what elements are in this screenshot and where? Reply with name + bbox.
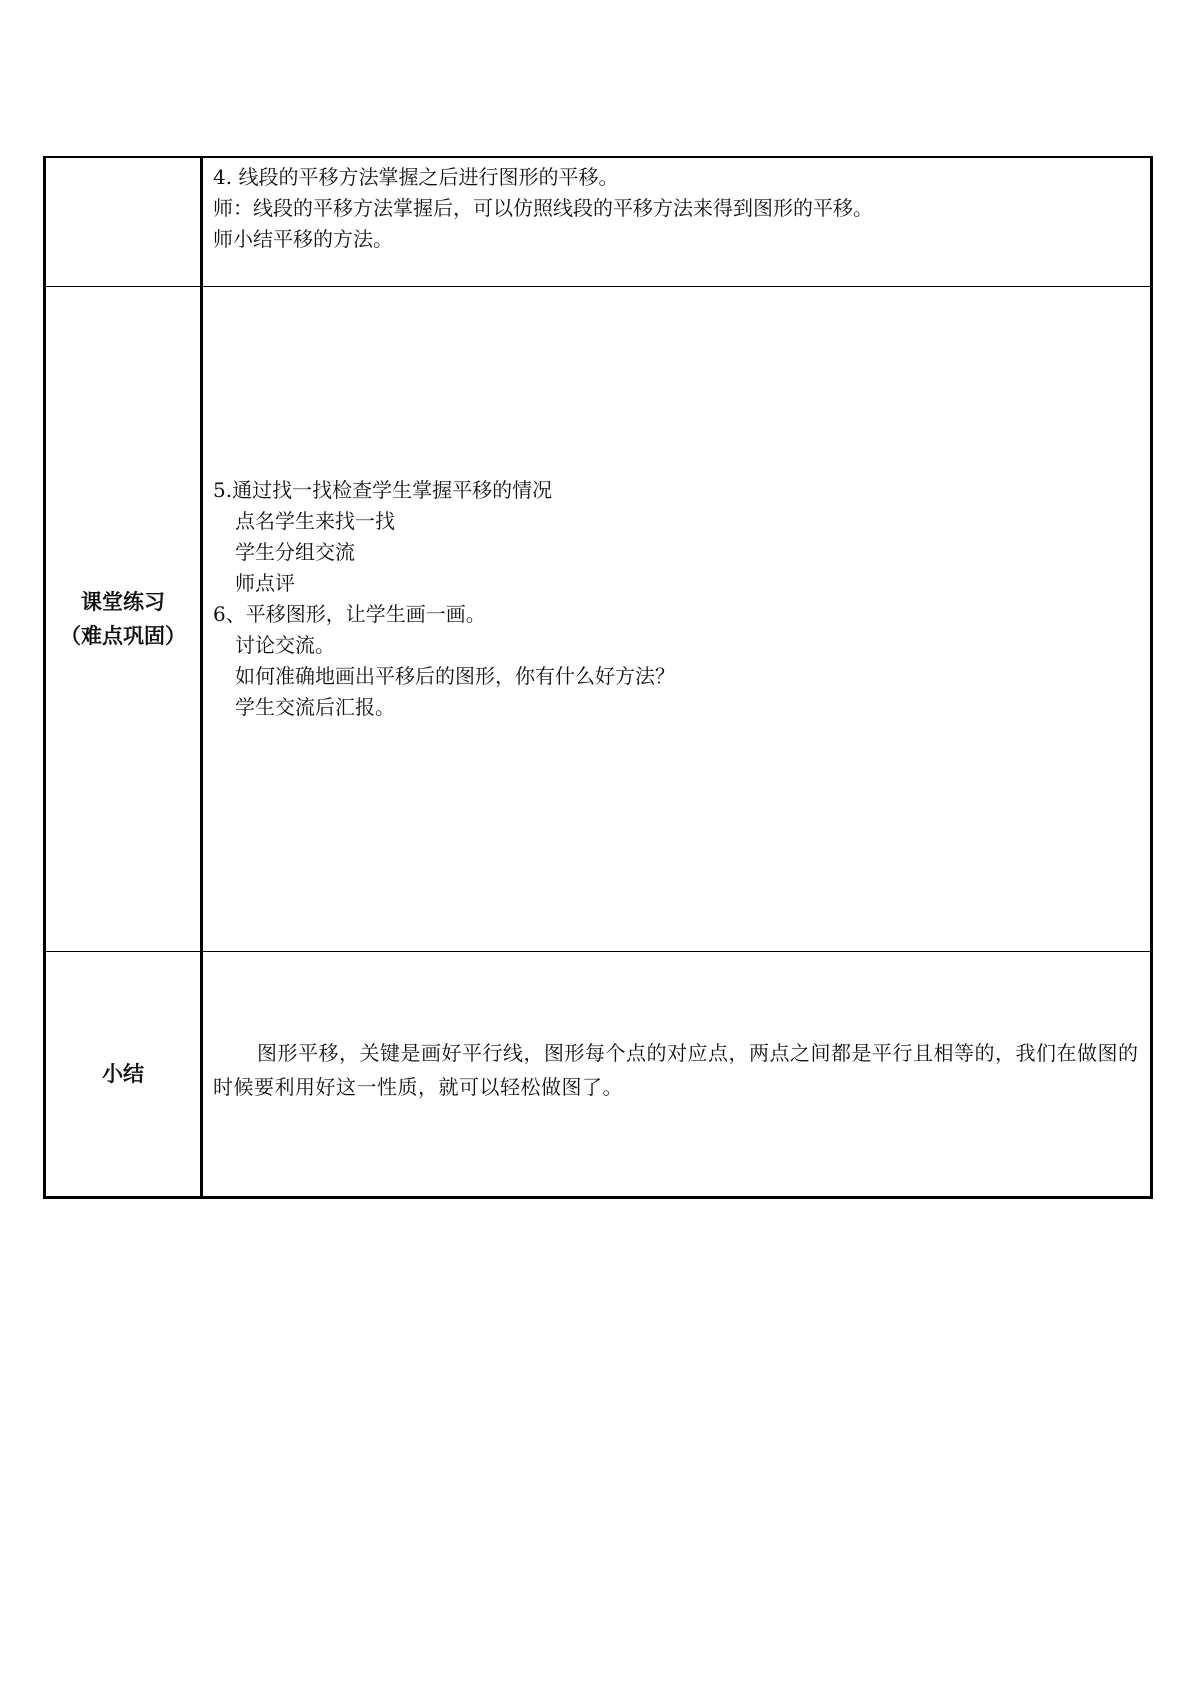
label-line: 课堂练习 (81, 590, 165, 614)
summary-paragraph: 图形平移，关键是画好平行线，图形每个点的对应点，两点之间都是平行且相等的，我们在做图的时候要利用好这一性质，就可以轻松做图了。 (213, 1041, 1139, 1099)
content-line: 师点评 (235, 571, 295, 595)
table-row (45, 287, 1152, 952)
row-label-practice (45, 287, 202, 952)
label-line: （难点巩固） (60, 624, 186, 648)
table-row (45, 157, 1152, 287)
content-line: 学生交流后汇报。 (235, 695, 395, 719)
content-line: 点名学生来找一找 (235, 509, 395, 533)
row-content-translation-method (202, 157, 1152, 287)
content-line: 如何准确地画出平移后的图形，你有什么好方法？ (235, 664, 675, 688)
content-line: 4. 线段的平移方法掌握之后进行图形的平移。 (213, 165, 619, 189)
row-label-summary (45, 952, 202, 1198)
lesson-plan-table (43, 156, 1153, 1199)
content-line: 讨论交流。 (235, 633, 335, 657)
content-line: 5.通过找一找检查学生掌握平移的情况 (213, 478, 553, 502)
row-content-practice (202, 287, 1152, 952)
content-line: 学生分组交流 (235, 540, 355, 564)
row-content-summary (202, 952, 1152, 1198)
row-label-empty (45, 157, 202, 287)
content-line: 师：线段的平移方法掌握后，可以仿照线段的平移方法来得到图形的平移。 (213, 196, 873, 220)
table-row (45, 952, 1152, 1198)
label-line: 小结 (102, 1062, 144, 1086)
content-line: 师小结平移的方法。 (213, 227, 393, 251)
content-line: 6、平移图形，让学生画一画。 (213, 602, 486, 626)
